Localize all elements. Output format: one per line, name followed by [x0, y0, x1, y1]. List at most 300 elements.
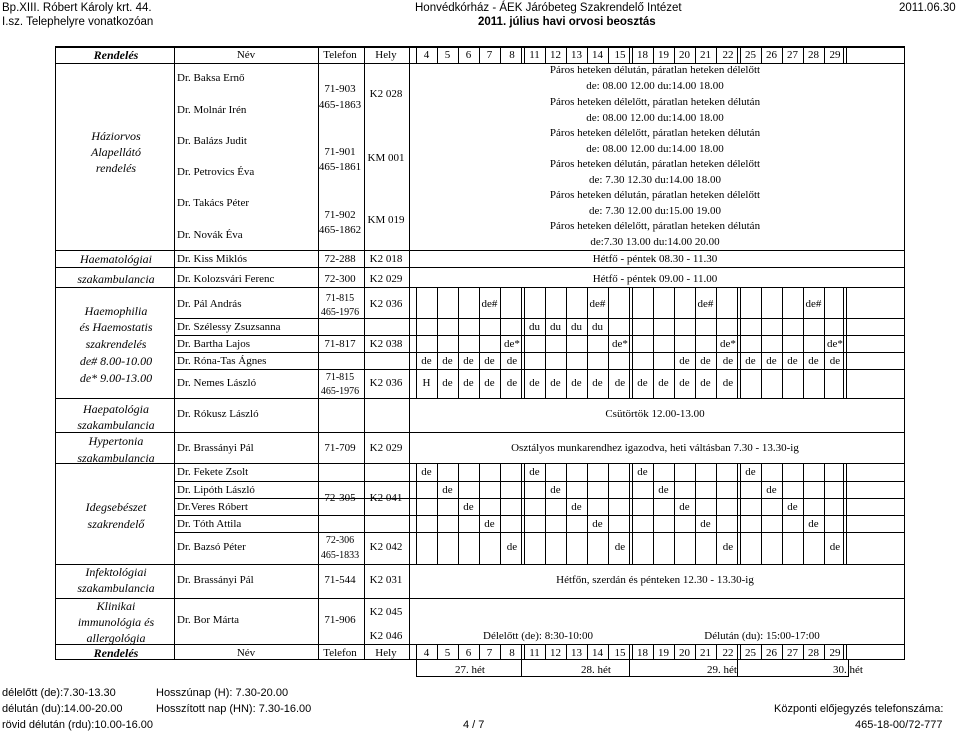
doctor-name: Dr. Molnár Irén [177, 104, 247, 116]
phone: 71-815 [325, 293, 355, 304]
section-infektologia-2: szakambulancia [77, 581, 155, 595]
grid-line [437, 463, 438, 564]
day-cell: de [700, 377, 711, 389]
section-klinikai-2: immunológia és [77, 615, 155, 629]
grid-line [318, 46, 319, 660]
section-haemophilia-4: de# 8.00-10.00 [79, 354, 153, 368]
section-haematologia-2: szakambulancia [77, 272, 155, 286]
grid-line [653, 46, 654, 64]
grid-line [521, 46, 522, 64]
grid-line [761, 463, 762, 564]
grid-line [716, 46, 717, 64]
day-cell: de [571, 501, 582, 513]
grid-line [629, 644, 630, 660]
legend-hn: Hosszított nap (HN): 7.30-16.00 [156, 703, 312, 715]
day-number: 6 [465, 647, 472, 659]
grid-line [521, 644, 522, 660]
day-number: 14 [592, 647, 603, 659]
week-label: 29. hét [707, 664, 737, 676]
section-haematologia-1: Haematológiai [80, 252, 152, 266]
grid-line [843, 287, 844, 398]
day-cell: de [442, 355, 453, 367]
grid-line [566, 287, 567, 398]
day-number: 7 [486, 647, 493, 659]
grid-line [803, 46, 804, 64]
day-cell: de [421, 355, 432, 367]
grid-line [695, 46, 696, 64]
grid-line [174, 46, 175, 660]
grid-line [416, 644, 417, 660]
phone: 465-1833 [320, 550, 360, 561]
grid-line [55, 432, 905, 433]
schedule-note: Páros heteken délután, páratlan heteken délelőtt [549, 158, 761, 170]
day-number: 22 [722, 647, 734, 659]
phone: 72-305 [324, 492, 356, 504]
grid-line [653, 644, 654, 660]
grid-line [55, 287, 905, 288]
day-cell: du [529, 321, 540, 333]
grid-line [843, 46, 844, 64]
grid-line [737, 287, 738, 398]
phone: 71-901 [324, 146, 356, 158]
day-cell: de [529, 466, 540, 478]
schedule-note: Páros heteken délelőtt, páratlan heteken délután [549, 220, 761, 232]
grid-line [174, 532, 905, 533]
grid-line [364, 46, 365, 660]
grid-line [740, 463, 741, 564]
day-cell: du [550, 321, 561, 333]
grid-line [761, 644, 762, 660]
day-number: 18 [637, 49, 648, 61]
phone: 465-1976 [320, 307, 360, 318]
day-cell: de [550, 377, 561, 389]
grid-line [174, 369, 905, 370]
doctor-name: Dr. Pál András [177, 298, 242, 310]
grid-line [587, 287, 588, 398]
day-cell: de [722, 541, 734, 553]
grid-line [716, 287, 717, 398]
phone: 465-1862 [318, 224, 362, 236]
doctor-name: Dr. Takács Péter [177, 197, 250, 209]
grid-line [521, 463, 522, 564]
grid-line [409, 46, 410, 660]
grid-line [524, 287, 525, 398]
day-cell: de [463, 501, 474, 513]
grid-line [524, 463, 525, 564]
day-cell: de [787, 355, 798, 367]
grid-line [716, 463, 717, 564]
grid-line [653, 463, 654, 564]
day-cell: de* [612, 338, 628, 350]
col-telefon-bottom: Telefon [323, 647, 357, 659]
day-number: 29 [829, 647, 841, 659]
schedule-note: Hétfő - péntek 09.00 - 11.00 [592, 273, 718, 285]
day-number: 5 [444, 647, 451, 659]
day-number: 12 [550, 49, 561, 61]
day-cell: de [658, 484, 669, 496]
week-label: 28. hét [581, 664, 611, 676]
place: K2 041 [369, 492, 403, 504]
day-number: 4 [423, 49, 430, 61]
grid-line [629, 46, 630, 64]
grid-line [479, 287, 480, 398]
grid-line [587, 463, 588, 564]
legend-rdu: rövid délután (rdu):10.00-16.00 [2, 719, 154, 731]
day-cell: H [422, 377, 431, 389]
day-cell: de [679, 501, 690, 513]
day-number: 20 [679, 647, 690, 659]
grid-line [846, 46, 847, 64]
place: K2 036 [369, 298, 403, 310]
grid-line [803, 287, 804, 398]
grid-line [632, 287, 633, 398]
doctor-name: Dr. Bor Márta [177, 614, 240, 626]
day-number: 26 [766, 647, 777, 659]
place: K2 045 [369, 606, 403, 618]
day-number: 28 [808, 49, 819, 61]
day-number: 14 [592, 49, 603, 61]
day-number: 11 [529, 49, 540, 61]
grid-line [174, 515, 905, 516]
section-haziorvos-3: rendelés [95, 161, 137, 175]
place: K2 029 [369, 273, 403, 285]
grid-line [674, 46, 675, 64]
day-number: 5 [444, 49, 451, 61]
day-number: 12 [550, 647, 561, 659]
day-cell: de* [504, 338, 520, 350]
day-cell: de# [805, 298, 822, 310]
doctor-name: Dr. Kolozsvári Ferenc [177, 273, 275, 285]
grid-line [629, 660, 630, 677]
grid-line [524, 644, 525, 660]
header-address: Bp.XIII. Róbert Károly krt. 44. [2, 2, 152, 14]
grid-line [479, 644, 480, 660]
grid-line [174, 335, 905, 336]
day-number: 8 [509, 647, 515, 659]
grid-line [55, 250, 905, 251]
section-haepatologia-2: szakambulancia [77, 418, 155, 432]
grid-line [737, 660, 738, 677]
header-date: 2011.06.30 [899, 2, 956, 14]
doctor-name: Dr. Tóth Attila [177, 518, 242, 530]
grid-line [632, 46, 633, 64]
col-nev-bottom: Név [236, 647, 256, 659]
legend-du: délután (du):14.00-20.00 [2, 703, 123, 715]
doctor-name: Dr.Veres Róbert [177, 501, 248, 513]
day-cell: de* [827, 338, 843, 350]
doctor-name: Dr. Kiss Miklós [177, 253, 247, 265]
day-cell: de [808, 355, 819, 367]
grid-line [737, 644, 738, 660]
day-cell: de [829, 541, 841, 553]
grid-line [824, 46, 825, 64]
grid-line [500, 463, 501, 564]
grid-line [587, 644, 588, 660]
grid-line [416, 660, 417, 677]
section-haemophilia-5: de* 9.00-13.00 [79, 371, 153, 385]
place: K2 018 [369, 253, 403, 265]
day-cell: de [571, 377, 582, 389]
doctor-name: Dr. Bartha Lajos [177, 338, 251, 350]
grid-line [761, 46, 762, 64]
day-cell: de [637, 377, 648, 389]
day-number: 18 [637, 647, 648, 659]
doctor-name: Dr. Novák Éva [177, 229, 243, 241]
grid-line [740, 46, 741, 64]
grid-line [55, 463, 905, 464]
section-idegsebeszet-2: szakrendelő [87, 517, 145, 531]
schedule-note: de: 08.00 12.00 du:14.00 18.00 [586, 143, 724, 155]
grid-line [632, 463, 633, 564]
day-cell: de# [481, 298, 498, 310]
day-cell: de [506, 541, 518, 553]
section-haziorvos-1: Háziorvos [91, 129, 141, 143]
grid-line [608, 287, 609, 398]
doctor-name: Dr. Rókusz László [177, 408, 259, 420]
day-number: 15 [614, 49, 626, 61]
col-hely-bottom: Hely [375, 647, 397, 659]
phone: 72-306 [325, 535, 355, 546]
day-cell: de [484, 518, 495, 530]
legend-h: Hosszúnap (H): 7.30-20.00 [156, 687, 289, 699]
day-cell: de [484, 355, 495, 367]
phone: 71-903 [324, 83, 356, 95]
grid-line [782, 287, 783, 398]
grid-line [437, 46, 438, 64]
day-number: 21 [700, 49, 711, 61]
grid-line [500, 644, 501, 660]
day-number: 26 [766, 49, 777, 61]
phone: 71-815 [325, 372, 355, 383]
col-rendeles-bottom: Rendelés [93, 646, 139, 660]
header-institute: Honvédkórház - ÁEK Járóbeteg Szakrendelő Intézet [415, 2, 682, 14]
day-number: 13 [571, 49, 582, 61]
section-klinikai-3: allergológia [86, 631, 146, 645]
section-hypertonia-2: szakambulancia [77, 451, 155, 465]
grid-line [782, 463, 783, 564]
grid-line [824, 287, 825, 398]
day-cell: de [484, 377, 495, 389]
grid-line [416, 46, 417, 64]
day-cell: de [766, 484, 777, 496]
grid-line [458, 287, 459, 398]
schedule-note: Páros heteken délután, páratlan heteken délelőtt [549, 189, 761, 201]
grid-line [437, 287, 438, 398]
doctor-name: Dr. Nemes László [177, 377, 257, 389]
phone: 72-300 [324, 273, 356, 285]
schedule-note: Csütörtök 12.00-13.00 [605, 408, 705, 420]
day-number: 7 [486, 49, 493, 61]
schedule-note: Hétfőn, szerdán és pénteken 12.30 - 13.30-ig [556, 574, 754, 586]
day-number: 28 [808, 647, 819, 659]
schedule-note: de: 08.00 12.00 du:14.00 18.00 [586, 80, 724, 92]
schedule-note: de: 7.30 12.00 du:15.00 19.00 [589, 205, 721, 217]
day-cell: du [592, 321, 603, 333]
grid-line [521, 660, 522, 677]
day-number: 25 [745, 647, 756, 659]
day-number: 27 [787, 647, 798, 659]
day-number: 20 [679, 49, 690, 61]
doctor-name: Dr. Fekete Zsolt [177, 466, 249, 478]
day-number: 8 [509, 49, 515, 61]
grid-line [737, 463, 738, 564]
grid-line [458, 644, 459, 660]
page-number: 4 / 7 [463, 719, 485, 731]
day-cell: de [722, 377, 734, 389]
place: KM 001 [367, 152, 405, 164]
grid-line [608, 463, 609, 564]
grid-line [629, 287, 630, 398]
day-cell: de# [589, 298, 606, 310]
day-number: 11 [529, 647, 540, 659]
grid-line [566, 463, 567, 564]
doctor-name: Dr. Róna-Tas Ágnes [177, 355, 267, 367]
day-cell: de [679, 377, 690, 389]
doctor-name: Dr. Petrovics Éva [177, 166, 255, 178]
section-idegsebeszet-1: Idegsebészet [85, 500, 147, 514]
day-cell: de [506, 355, 518, 367]
phone: 71-544 [324, 574, 356, 586]
header-month-title: 2011. július havi orvosi beosztás [478, 16, 656, 28]
grid-line [716, 644, 717, 660]
col-rendeles: Rendelés [93, 48, 139, 62]
grid-line [174, 318, 905, 319]
grid-line [824, 463, 825, 564]
section-haemophilia-3: szakrendelés [85, 337, 147, 351]
grid-line [846, 463, 847, 564]
day-number: 22 [722, 49, 734, 61]
grid-line [566, 644, 567, 660]
day-cell: de [679, 355, 690, 367]
grid-line [740, 644, 741, 660]
day-cell: de [745, 466, 756, 478]
grid-line [500, 287, 501, 398]
week-label: 27. hét [455, 664, 485, 676]
day-cell: de [637, 466, 648, 478]
day-cell: de [592, 377, 603, 389]
grid-line [174, 481, 905, 482]
header-site: I.sz. Telephelyre vonatkozóan [2, 16, 154, 28]
schedule-note: de: 08.00 12.00 du:14.00 18.00 [586, 112, 724, 124]
day-number: 21 [700, 647, 711, 659]
grid-line [904, 46, 905, 660]
col-hely: Hely [375, 49, 397, 61]
central-booking-phone: 465-18-00/72-777 [855, 719, 943, 731]
doctor-name: Dr. Balázs Judit [177, 135, 247, 147]
grid-line [782, 46, 783, 64]
schedule-note: Osztályos munkarendhez igazodva, heti váltásban 7.30 - 13.30-ig [511, 442, 799, 454]
phone: 465-1863 [318, 99, 362, 111]
col-telefon: Telefon [323, 49, 357, 61]
grid-line [500, 46, 501, 64]
grid-line [846, 644, 847, 660]
doctor-name: Dr. Brassányi Pál [177, 442, 254, 454]
place: K2 028 [369, 88, 403, 100]
doctor-name: Dr. Szélessy Zsuzsanna [177, 321, 281, 333]
section-infektologia-1: Infektológiai [85, 565, 147, 579]
grid-line [524, 46, 525, 64]
grid-line [846, 287, 847, 398]
grid-line [55, 267, 905, 268]
doctor-name: Dr. Lipóth László [177, 484, 255, 496]
place: K2 046 [369, 630, 403, 642]
central-booking-label: Központi előjegyzés telefonszáma: [774, 703, 944, 715]
day-cell: de [442, 484, 453, 496]
day-cell: de [550, 484, 561, 496]
day-cell: de [614, 541, 626, 553]
day-cell: de [442, 377, 453, 389]
day-cell: de [463, 355, 474, 367]
grid-line [55, 644, 905, 645]
day-cell: de [766, 355, 777, 367]
day-cell: de [592, 518, 603, 530]
grid-line [545, 644, 546, 660]
grid-line [55, 398, 905, 399]
grid-line [458, 46, 459, 64]
day-cell: de [700, 355, 711, 367]
day-cell: de [829, 355, 841, 367]
day-cell: de [722, 355, 734, 367]
grid-line [587, 46, 588, 64]
grid-line [695, 644, 696, 660]
day-number: 15 [614, 647, 626, 659]
grid-line [782, 644, 783, 660]
grid-line [653, 287, 654, 398]
grid-line [843, 463, 844, 564]
grid-line [566, 46, 567, 64]
section-haepatologia-1: Haepatológia [83, 402, 149, 416]
grid-line [545, 463, 546, 564]
grid-line [545, 287, 546, 398]
day-number: 27 [787, 49, 798, 61]
day-number: 25 [745, 49, 756, 61]
day-cell: de [700, 518, 711, 530]
phone: 71-709 [324, 442, 356, 454]
grid-line [174, 352, 905, 353]
schedule-note: Hétfő - péntek 08.30 - 11.30 [592, 253, 718, 265]
grid-line [55, 46, 905, 48]
day-number: 13 [571, 647, 582, 659]
phone: 71-902 [324, 209, 356, 221]
grid-line [740, 287, 741, 398]
grid-line [674, 287, 675, 398]
day-cell: de [658, 377, 669, 389]
day-cell: de# [697, 298, 714, 310]
grid-line [55, 564, 905, 565]
grid-line [608, 46, 609, 64]
day-cell: du [571, 321, 582, 333]
schedule-note: de:7.30 13.00 du:14.00 20.00 [590, 236, 720, 248]
grid-line [803, 644, 804, 660]
grid-line [803, 463, 804, 564]
week-label: 30. hét [833, 664, 863, 676]
schedule-note: de: 7.30 12.30 du:14.00 18.00 [589, 174, 721, 186]
grid-line [458, 463, 459, 564]
schedule-note: Páros heteken délelőtt, páratlan heteken délután [549, 127, 761, 139]
day-cell: de [506, 377, 518, 389]
section-klinikai-1: Klinikai [96, 599, 136, 613]
section-haemophilia-1: Haemophilia [84, 304, 148, 318]
section-haziorvos-2: Alapellátó [91, 145, 141, 159]
phone: 71-906 [324, 614, 356, 626]
grid-line [695, 463, 696, 564]
grid-line [761, 287, 762, 398]
day-cell: de [614, 377, 626, 389]
section-hypertonia-1: Hypertonia [88, 434, 144, 448]
grid-line [674, 644, 675, 660]
day-cell: de [787, 501, 798, 513]
grid-line [629, 463, 630, 564]
